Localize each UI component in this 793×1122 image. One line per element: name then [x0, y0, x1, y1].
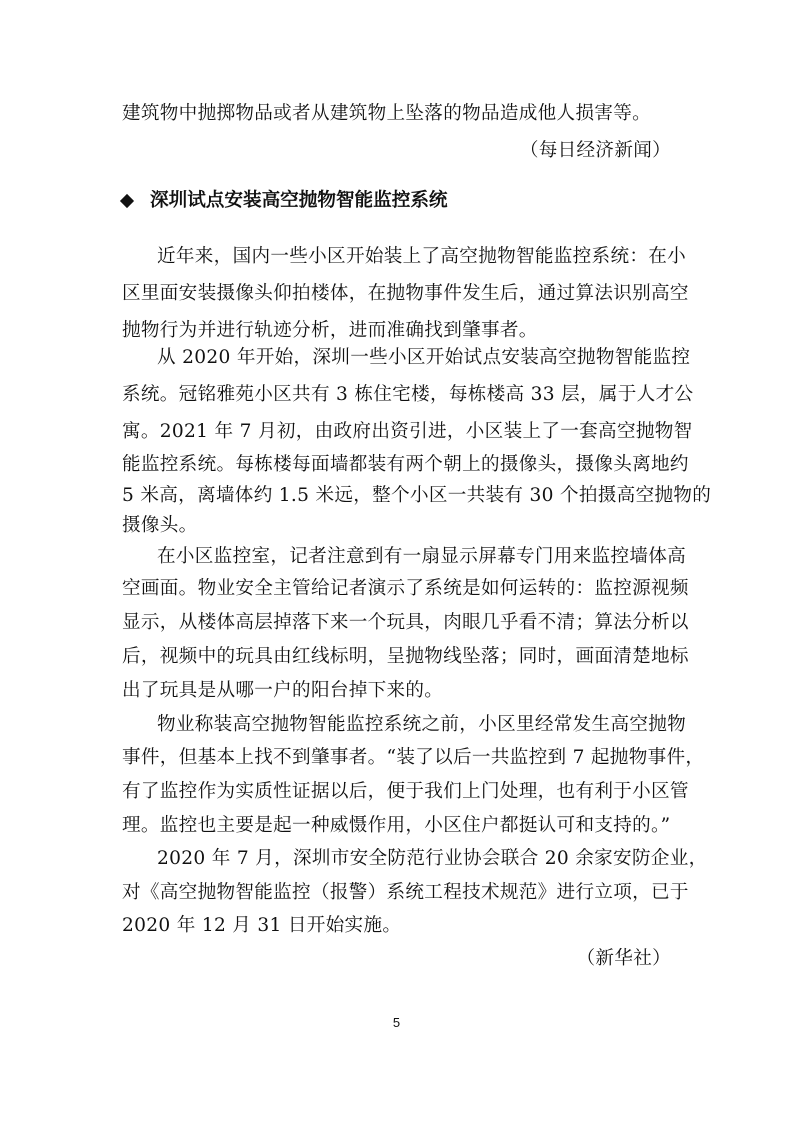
body-line: 5 米高，离墙体约 1.5 米远，整个小区一共装有 30 个拍摄高空抛物的: [122, 485, 712, 506]
body-line: 理。监控也主要是起一种威慑作用，小区住户都挺认可和支持的。”: [122, 815, 671, 836]
body-line: 区里面安装摄像头仰拍楼体，在抛物事件发生后，通过算法识别高空: [122, 283, 689, 304]
top-source-attribution: （每日经济新闻）: [519, 140, 671, 161]
section-heading-text: 深圳试点安装高空抛物智能监控系统: [150, 190, 448, 211]
top-paragraph-line: 建筑物中抛掷物品或者从建筑物上坠落的物品造成他人损害等。: [122, 103, 652, 124]
body-line: 对《高空抛物智能监控（报警）系统工程技术规范》进行立项，已于: [122, 882, 689, 903]
body-line: 显示，从楼体高层掉落下来一个玩具，肉眼几乎看不清；算法分析以: [122, 612, 689, 633]
body-line: 有了监控作为实质性证据以后，便于我们上门处理，也有利于小区管: [122, 781, 689, 802]
body-line: 摄像头。: [122, 515, 198, 536]
body-line: 出了玩具是从哪一户的阳台掉下来的。: [122, 680, 444, 701]
body-line: 2020 年 7 月，深圳市安全防范行业协会联合 20 余家安防企业，: [157, 848, 708, 869]
body-line: 后，视频中的玩具由红线标明，呈抛物线坠落；同时，画面清楚地标: [122, 646, 689, 667]
diamond-bullet-icon: [120, 194, 134, 208]
body-line: 系统。冠铭雅苑小区共有 3 栋住宅楼，每栋楼高 33 层，属于人才公: [122, 384, 694, 405]
body-line: 物业称装高空抛物智能监控系统之前，小区里经常发生高空抛物: [157, 714, 687, 735]
body-line: 事件，但基本上找不到肇事者。“装了以后一共监控到 7 起抛物事件，: [122, 747, 705, 768]
body-line: 空画面。物业安全主管给记者演示了系统是如何运转的：监控源视频: [122, 578, 689, 599]
body-line: 从 2020 年开始，深圳一些小区开始试点安装高空抛物智能监控: [157, 347, 691, 368]
page-number: 5: [392, 1015, 401, 1030]
body-line: 能监控系统。每栋楼每面墙都装有两个朝上的摄像头，摄像头离地约: [122, 454, 689, 475]
body-line: 在小区监控室，记者注意到有一扇显示屏幕专门用来监控墙体高: [157, 546, 687, 567]
section-source-attribution: （新华社）: [576, 948, 671, 969]
body-line: 2020 年 12 月 31 日开始实施。: [122, 915, 402, 936]
section-heading: [120, 188, 448, 214]
body-line: 抛物行为并进行轨迹分析，进而准确找到肇事者。: [122, 320, 538, 341]
body-line: 寓。2021 年 7 月初，由政府出资引进，小区装上了一套高空抛物智: [122, 421, 693, 442]
body-line: 近年来，国内一些小区开始装上了高空抛物智能监控系统：在小: [157, 246, 687, 267]
